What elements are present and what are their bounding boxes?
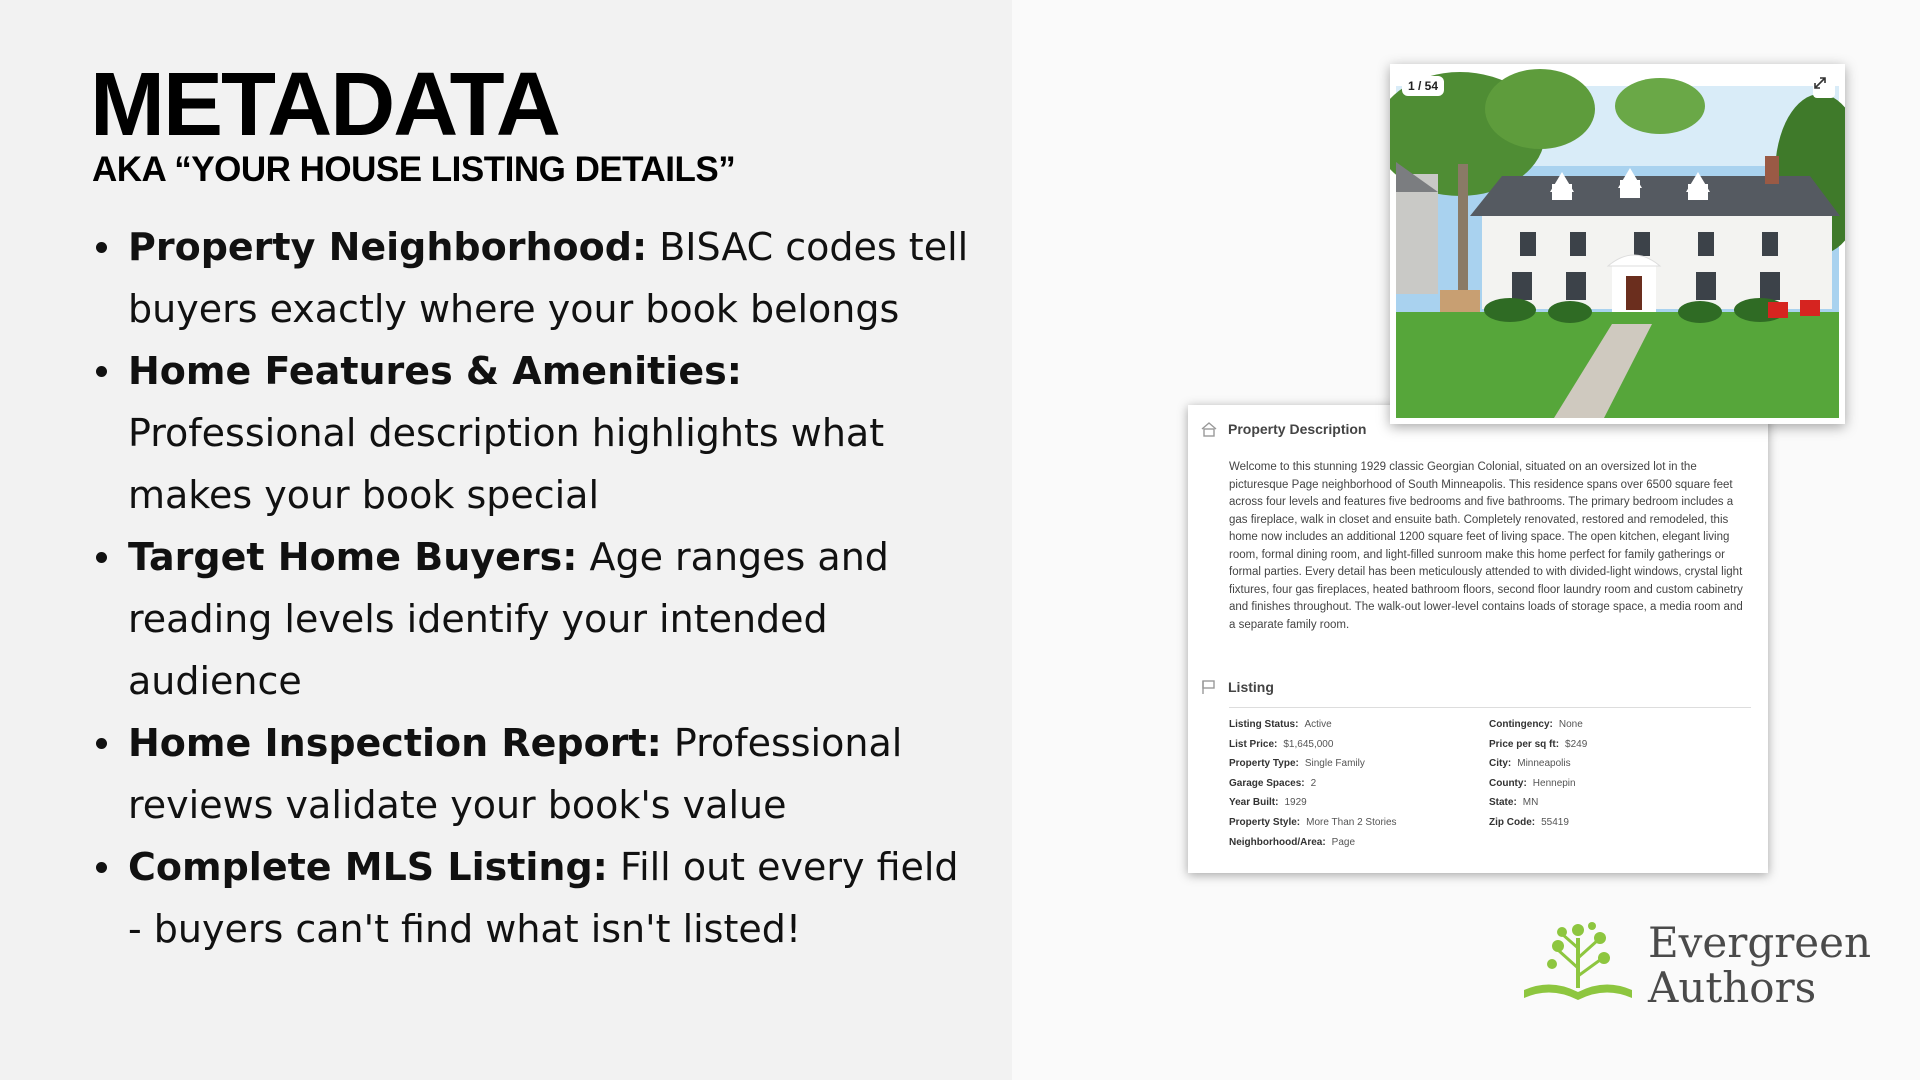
slide-subtitle: AKA “YOUR HOUSE LISTING DETAILS” bbox=[92, 150, 736, 189]
field-row bbox=[1229, 735, 1397, 755]
bullet-item bbox=[92, 526, 972, 712]
field-label: Neighborhood/Area: bbox=[1229, 836, 1326, 848]
expand-icon[interactable] bbox=[1813, 76, 1835, 98]
field-label: List Price: bbox=[1229, 738, 1278, 750]
tree-book-icon bbox=[1518, 918, 1638, 1004]
field-row bbox=[1229, 754, 1397, 774]
bullet-item bbox=[92, 340, 972, 526]
field-value: Page bbox=[1331, 836, 1356, 848]
field-label: City: bbox=[1489, 758, 1512, 770]
field-row bbox=[1229, 793, 1397, 813]
field-label: Property Style: bbox=[1229, 816, 1301, 828]
photo-counter: 1 / 54 bbox=[1402, 76, 1444, 96]
field-value: More Than 2 Stories bbox=[1306, 816, 1397, 828]
bullet-text: Age ranges and reading levels identify your intended audience bbox=[128, 535, 889, 703]
field-value: 1929 bbox=[1284, 797, 1307, 809]
field-label: Contingency: bbox=[1489, 719, 1553, 730]
logo-line-1: Evergreen bbox=[1648, 918, 1872, 967]
evergreen-authors-logo bbox=[1518, 918, 1878, 1012]
listing-card bbox=[1188, 405, 1768, 873]
field-value: 2 bbox=[1310, 777, 1317, 789]
listing-fields-right bbox=[1489, 715, 1587, 833]
logo-line-2: Authors bbox=[1648, 963, 1817, 1012]
description-heading: Property Description bbox=[1228, 421, 1367, 437]
field-row bbox=[1489, 715, 1587, 735]
field-row bbox=[1229, 833, 1397, 853]
bullet-item bbox=[92, 712, 972, 836]
field-label: Zip Code: bbox=[1489, 816, 1536, 828]
listing-header bbox=[1200, 679, 1274, 695]
field-row bbox=[1489, 813, 1587, 833]
field-label: Listing Status: bbox=[1229, 719, 1299, 730]
bullet-term: Home Features & Amenities: bbox=[128, 349, 742, 393]
field-row bbox=[1229, 715, 1397, 735]
field-label: Year Built: bbox=[1229, 797, 1279, 809]
field-label: State: bbox=[1489, 797, 1517, 809]
field-row bbox=[1489, 735, 1587, 755]
bullet-item bbox=[92, 836, 972, 960]
bullet-item bbox=[92, 216, 972, 340]
field-value: Single Family bbox=[1304, 758, 1365, 770]
field-label: Price per sq ft: bbox=[1489, 738, 1560, 750]
field-label: County: bbox=[1489, 777, 1527, 789]
bullet-term: Complete MLS Listing: bbox=[128, 845, 608, 889]
field-value: Minneapolis bbox=[1517, 758, 1571, 770]
flag-icon bbox=[1200, 679, 1218, 695]
bullet-text: Professional reviews validate your book's value bbox=[128, 721, 903, 827]
house-photo bbox=[1390, 64, 1845, 424]
listing-heading: Listing bbox=[1228, 679, 1274, 695]
field-value: Active bbox=[1304, 719, 1332, 730]
bullet-list bbox=[92, 216, 972, 960]
field-row bbox=[1489, 774, 1587, 794]
field-value: $1,645,000 bbox=[1283, 738, 1334, 750]
house-photo-card bbox=[1390, 64, 1845, 424]
field-row bbox=[1489, 754, 1587, 774]
field-row bbox=[1229, 774, 1397, 794]
field-value: 55419 bbox=[1541, 816, 1569, 828]
logo-text bbox=[1648, 920, 1871, 1010]
field-label: Property Type: bbox=[1229, 758, 1299, 770]
bullet-text: BISAC codes tell buyers exactly where your book belongs bbox=[128, 225, 969, 331]
slide-title: METADATA bbox=[90, 55, 559, 155]
bullet-term: Property Neighborhood: bbox=[128, 225, 648, 269]
field-label: Garage Spaces: bbox=[1229, 777, 1305, 789]
bullet-term: Home Inspection Report: bbox=[128, 721, 662, 765]
field-row bbox=[1489, 793, 1587, 813]
property-description: Welcome to this stunning 1929 classic Georgian Colonial, situated on an oversized lot in the picturesque Page neighborhood of South Minneapolis. This residence spans over 6500 square feet across four levels and features five bedrooms and five bathrooms. The primary bedroom includes a gas fireplace, walk in closet and ensuite bath. Completely renovated, restored and remodeled, this home now includes an additional 1200 square feet of living space. The open kitchen, elegant living room, formal dining room, and light-filled sunroom make this home perfect for family gatherings or formal parties. Every detail has been meticulously attended to with divided-light windows, crystal light fixtures, four gas fireplaces, heated bathroom floors, second floor laundry room and custom cabinetry and finishes throughout. The walk-out lower-level contains loads of storage space, a media room and a separate family room. bbox=[1229, 461, 1743, 631]
listing-fields-left bbox=[1229, 715, 1397, 852]
description-header bbox=[1200, 421, 1366, 437]
bullet-text: Fill out every field - buyers can't find what isn't listed! bbox=[128, 845, 959, 951]
field-value: None bbox=[1558, 719, 1583, 730]
bullet-text: Professional description highlights what makes your book special bbox=[128, 411, 885, 517]
divider bbox=[1229, 707, 1751, 708]
bullet-term: Target Home Buyers: bbox=[128, 535, 578, 579]
field-value: Hennepin bbox=[1532, 777, 1576, 789]
house-icon bbox=[1200, 421, 1218, 437]
field-value: $249 bbox=[1565, 738, 1588, 750]
field-row bbox=[1229, 813, 1397, 833]
field-value: MN bbox=[1522, 797, 1539, 809]
